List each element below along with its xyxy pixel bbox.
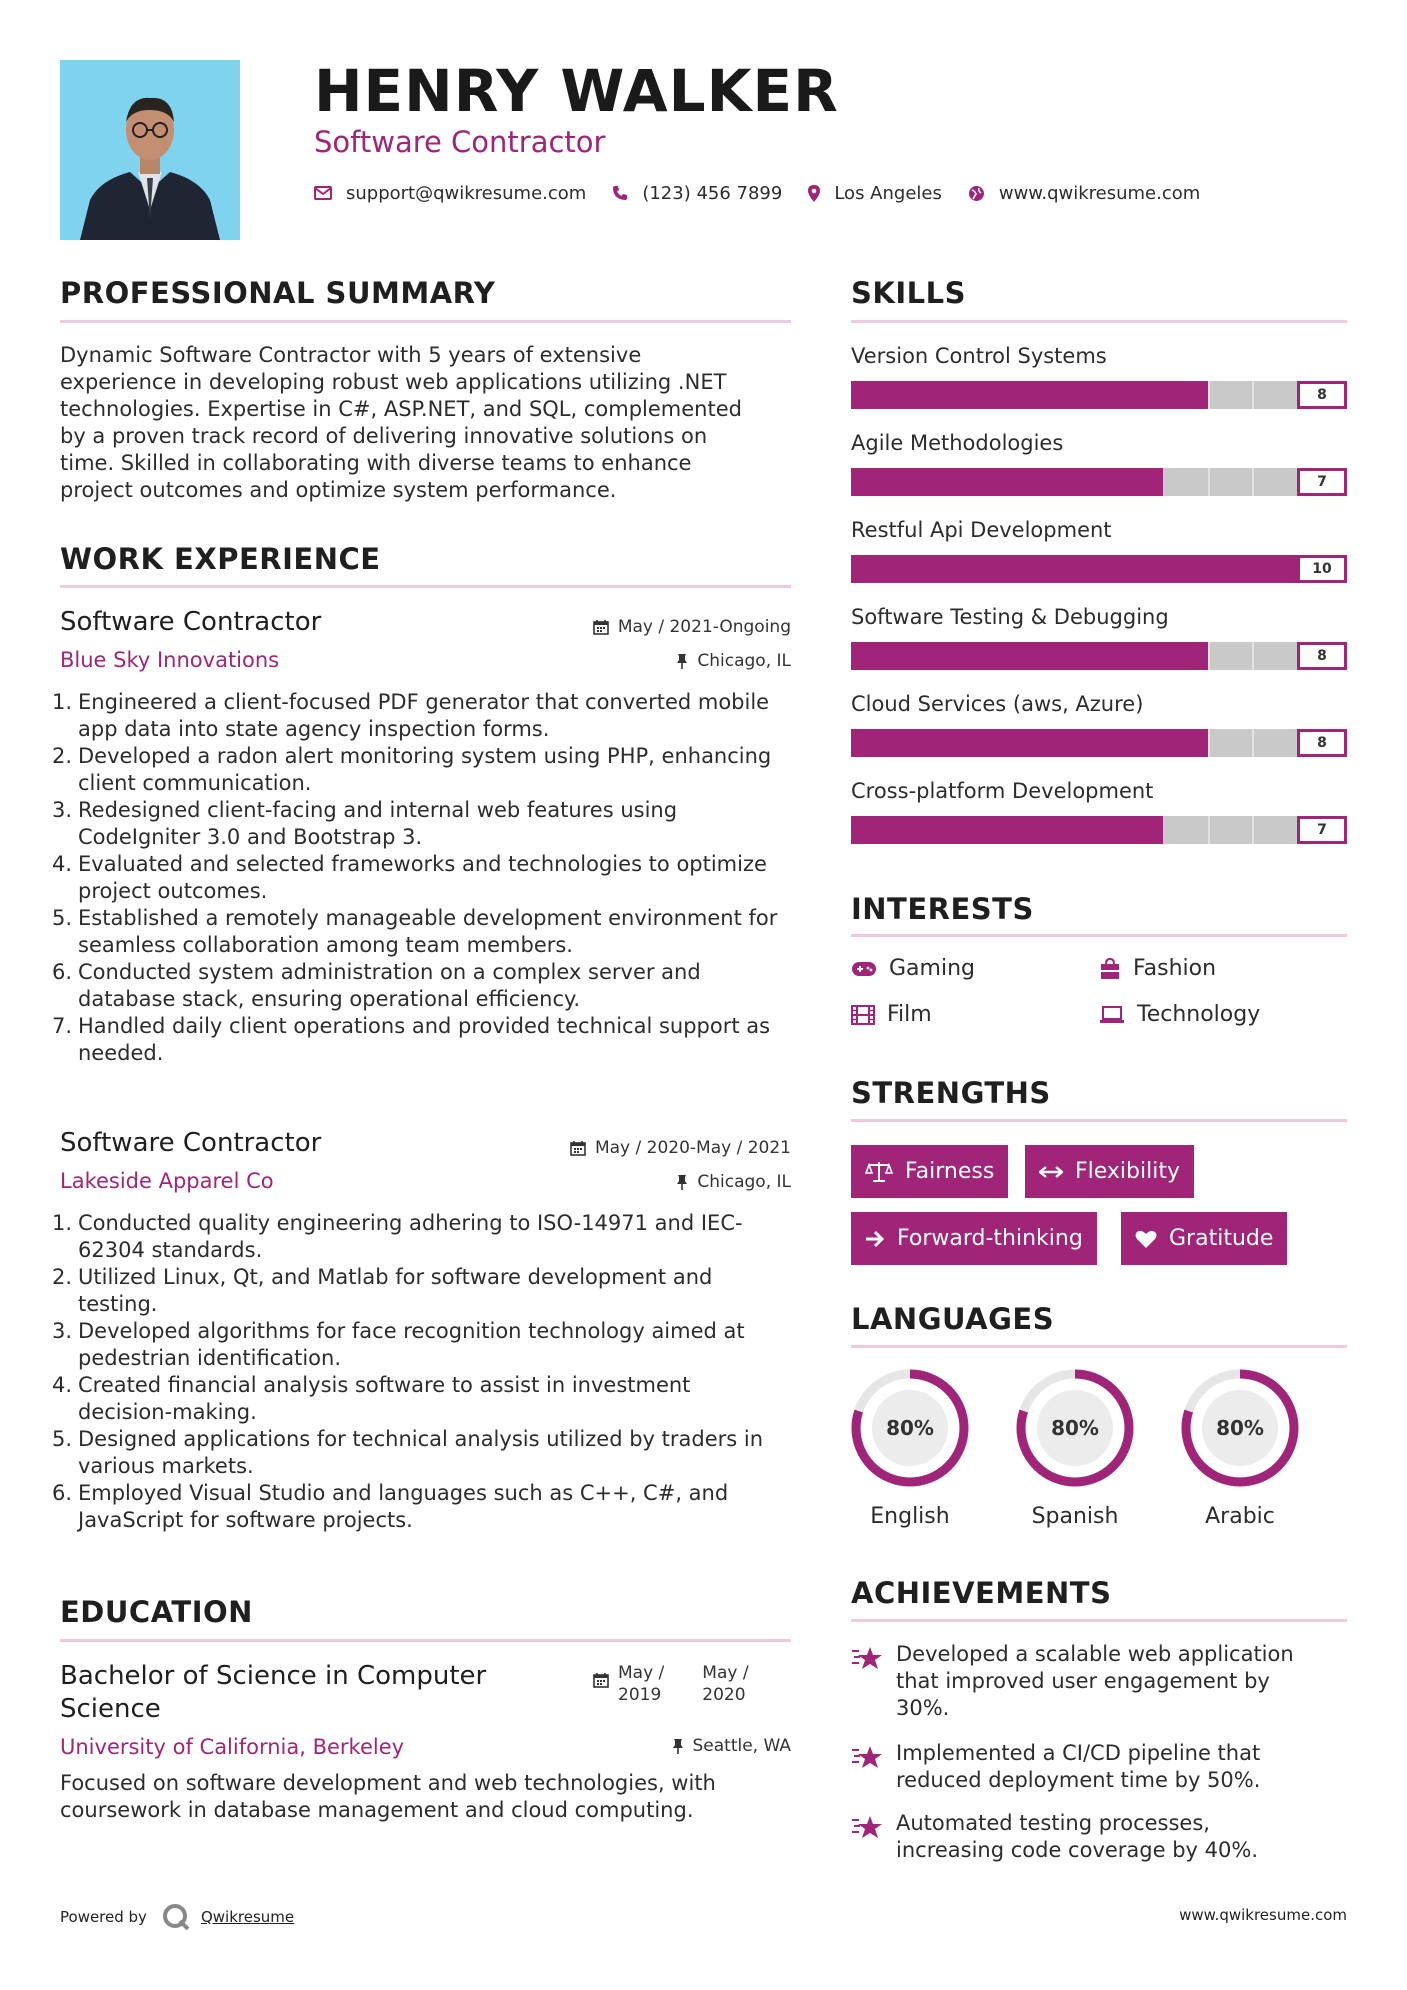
skill-bar [851,468,1347,496]
skill-bar [851,642,1347,670]
list-item: Evaluated and selected frameworks and technologies to optimize project outcomes. [78,852,767,903]
strength-label: Forward-thinking [897,1226,1083,1251]
education-line: Focused on software development and web technologies, with [60,1771,716,1795]
interests-divider [851,934,1347,937]
education-location [672,1735,792,1757]
strength-tag [851,1145,1008,1198]
skill-name: Cross-platform Development [851,779,1154,803]
skill-name: Agile Methodologies [851,431,1064,455]
skill-bar-segment [1208,816,1210,844]
achievement-line: increasing code coverage by 40%. [896,1838,1259,1862]
education-start [618,1662,664,1706]
job-location [676,650,791,672]
language-percent: 80% [1216,1416,1264,1440]
language-name: Spanish [1031,1504,1119,1529]
summary-line: technologies. Expertise in C#, ASP.NET, and SQL, complemented [60,397,742,421]
list-item: Redesigned client-facing and internal web features using CodeIgniter 3.0 and Bootstrap 3. [78,798,678,849]
skill-bar [851,729,1347,757]
achievement-line: 30%. [896,1696,950,1720]
achievement-line: reduced deployment time by 50%. [896,1768,1261,1792]
language-percent: 80% [1051,1416,1099,1440]
skill-bar-fill [851,729,1208,757]
education-date [593,1662,749,1706]
summary-line: experience in developing robust web applications utilizing .NET [60,370,727,394]
education-end-year: 2020 [702,1685,746,1705]
summary-line: time. Skilled in collaborating with diverse teams to enhance [60,451,692,475]
education-heading: EDUCATION [60,1595,253,1629]
job-date [570,1137,791,1159]
contact-bar [314,178,1226,208]
interest-label: Gaming [889,956,975,981]
summary-heading: PROFESSIONAL SUMMARY [60,276,496,310]
globe-icon [968,185,985,202]
interest-label: Film [887,1002,932,1027]
pin-icon [676,1174,688,1191]
laptop-icon [1099,1006,1125,1024]
achievement-item [896,1740,1260,1794]
star-badge-icon [851,1646,883,1676]
skill-bar-fill [851,816,1163,844]
arrows-horizontal-icon [1039,1165,1063,1179]
list-item: Engineered a client-focused PDF generator that converted mobile app data into state agency inspection forms. [78,690,770,741]
education-end [702,1662,748,1706]
skill-bar-segment [1252,381,1254,409]
interest-technology [1099,1001,1260,1029]
skill-bar-fill [851,381,1208,409]
language-ring [848,1366,972,1490]
heart-icon [1135,1229,1157,1249]
gamepad-icon [851,961,877,977]
strength-tag [1121,1212,1287,1265]
achievements-divider [851,1619,1347,1622]
skill-bar-segment [1208,381,1210,409]
list-item: Employed Visual Studio and languages such as C++, C#, and JavaScript for software projects. [78,1481,729,1532]
job-title: Software Contractor [60,607,322,637]
education-start-year: 2019 [618,1685,662,1705]
interest-film [851,1001,932,1029]
achievement-item [896,1641,1294,1722]
list-item: Handled daily client operations and provided technical support as needed. [78,1014,771,1065]
language-ring [1013,1366,1137,1490]
star-badge-icon [851,1745,883,1775]
strengths-heading: STRENGTHS [851,1076,1051,1110]
star-badge-icon [851,1815,883,1845]
skill-bar-segment [1252,816,1254,844]
envelope-icon [314,186,332,200]
summary-line: by a proven track record of delivering innovative solutions on [60,424,708,448]
contact-website-text: www.qwikresume.com [998,182,1201,204]
experience-heading: WORK EXPERIENCE [60,542,381,576]
candidate-role: Software Contractor [314,125,606,159]
calendar-icon [593,619,609,635]
company-name: Lakeside Apparel Co [60,1169,274,1193]
language-percent: 80% [886,1416,934,1440]
phone-icon [612,185,628,201]
language-ring [1178,1366,1302,1490]
job-date-text: May / 2021-Ongoing [617,617,791,637]
list-item: Conducted system administration on a complex server and database stack, ensuring operational efficiency. [78,960,701,1011]
summary-text [60,342,742,504]
skills-heading: SKILLS [851,276,966,310]
profile-photo [60,60,240,240]
strength-tag [1025,1145,1194,1198]
experience-divider [60,585,791,588]
list-item: Developed algorithms for face recognition technology aimed at pedestrian identification. [78,1319,745,1370]
school-name: University of California, Berkeley [60,1735,405,1759]
education-description [60,1770,716,1824]
job-date [593,616,791,638]
language-item [848,1366,972,1529]
balance-scale-icon [865,1161,893,1183]
education-divider [60,1639,791,1642]
job-location [676,1171,791,1193]
contact-website[interactable] [968,183,1200,204]
achievement-line: Implemented a CI/CD pipeline that [896,1741,1261,1765]
job-location-text: Chicago, IL [697,651,791,671]
shopping-bag-icon [1099,958,1121,980]
strengths-divider [851,1119,1347,1122]
skill-level-badge: 7 [1297,816,1347,844]
list-item: Developed a radon alert monitoring system using PHP, enhancing client communication. [78,744,772,795]
skill-bar-fill [851,555,1297,583]
powered-by-text: Powered by [60,1908,147,1926]
job-date-text: May / 2020-May / 2021 [594,1138,791,1158]
list-item: Established a remotely manageable development environment for seamless collaboration among team members. [78,906,778,957]
achievement-item [896,1810,1258,1864]
interest-gaming [851,955,975,983]
achievement-line: that improved user engagement by [896,1669,1270,1693]
qwikresume-logo-icon [161,1902,191,1932]
skill-level-badge: 10 [1297,555,1347,583]
language-item [1013,1366,1137,1529]
job-title: Software Contractor [60,1128,322,1158]
degree-title [60,1660,486,1726]
contact-phone[interactable] [612,183,782,204]
interest-fashion [1099,955,1216,983]
skill-bar-segment [1208,468,1210,496]
education-line: coursework in database management and cloud computing. [60,1798,694,1822]
list-item: Created financial analysis software to assist in investment decision-making. [78,1373,691,1424]
skill-bar [851,381,1347,409]
skill-bar-fill [851,468,1163,496]
education-end-month: May / [702,1663,749,1683]
education-start-month: May / [618,1663,665,1683]
job-responsibilities [60,1210,791,1534]
strength-label: Fairness [905,1159,995,1184]
degree-line: Science [60,1694,161,1724]
candidate-name: HENRY WALKER [314,57,839,125]
film-icon [851,1005,875,1025]
language-item [1178,1366,1302,1529]
interest-label: Technology [1137,1002,1261,1027]
list-item: Utilized Linux, Qt, and Matlab for software development and testing. [78,1265,713,1316]
contact-location-text: Los Angeles [834,182,942,204]
skill-bar-segment [1252,729,1254,757]
skill-name: Restful Api Development [851,518,1112,542]
contact-email[interactable] [314,183,586,204]
strength-label: Flexibility [1075,1159,1180,1184]
calendar-icon [593,1672,609,1688]
achievements-heading: ACHIEVEMENTS [851,1576,1112,1610]
languages-heading: LANGUAGES [851,1302,1055,1336]
company-name: Blue Sky Innovations [60,648,280,672]
interests-heading: INTERESTS [851,892,1034,926]
contact-location [808,183,942,204]
list-item: Designed applications for technical analysis utilized by traders in various markets. [78,1427,764,1478]
pin-icon [676,653,688,670]
summary-divider [60,320,791,323]
skill-bar-segment [1208,729,1210,757]
summary-line: Dynamic Software Contractor with 5 years of extensive [60,343,642,367]
summary-line: project outcomes and optimize system performance. [60,478,617,502]
contact-email-text: support@qwikresume.com [346,182,587,204]
interest-label: Fashion [1133,956,1217,981]
pin-icon [672,1738,684,1755]
skill-bar-fill [851,642,1208,670]
skill-name: Version Control Systems [851,344,1107,368]
skill-level-badge: 7 [1297,468,1347,496]
education-location-text: Seattle, WA [692,1736,791,1756]
skill-level-badge: 8 [1297,642,1347,670]
strength-tag [851,1212,1097,1265]
skill-level-badge: 8 [1297,381,1347,409]
skill-name: Cloud Services (aws, Azure) [851,692,1144,716]
skill-bar-segment [1208,642,1210,670]
job-location-text: Chicago, IL [697,1172,791,1192]
skill-name: Software Testing & Debugging [851,605,1169,629]
map-marker-icon [808,185,820,202]
languages-divider [851,1345,1347,1348]
skill-level-badge: 8 [1297,729,1347,757]
job-responsibilities [60,689,791,1067]
contact-phone-text: (123) 456 7899 [642,182,783,204]
calendar-icon [570,1140,586,1156]
language-name: Arabic [1205,1504,1275,1529]
arrow-right-icon [865,1230,885,1248]
footer-powered-by [60,1902,294,1932]
list-item: Conducted quality engineering adhering to ISO-14971 and IEC-62304 standards. [78,1211,743,1262]
degree-line: Bachelor of Science in Computer [60,1661,487,1691]
language-name: English [870,1504,950,1529]
achievement-line: Developed a scalable web application [896,1642,1294,1666]
achievement-line: Automated testing processes, [896,1811,1210,1835]
skill-bar-segment [1252,642,1254,670]
strength-label: Gratitude [1169,1226,1274,1251]
skill-bar-segment [1252,468,1254,496]
skill-bar [851,555,1347,583]
footer-brand-link[interactable]: Qwikresume [200,1908,295,1926]
skill-bar [851,816,1347,844]
footer-website-link[interactable]: www.qwikresume.com [1179,1906,1347,1924]
skills-divider [851,320,1347,323]
